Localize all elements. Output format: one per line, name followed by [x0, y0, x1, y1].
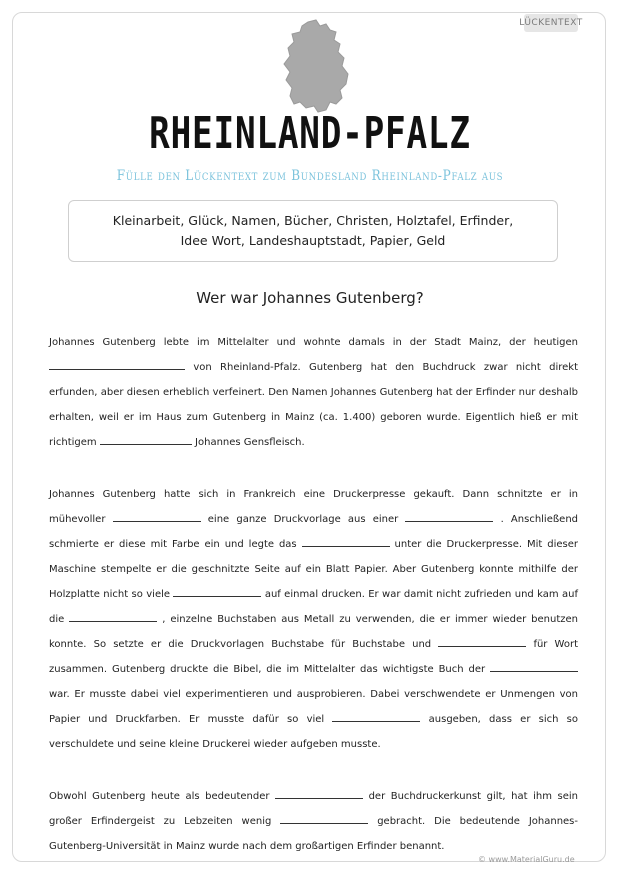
blank-field[interactable] — [275, 788, 363, 799]
word-bank-box — [68, 200, 558, 262]
paragraph-text: von Rheinland-Pfalz. Gutenberg hat den Buchdruck zwar nicht direkt erfunden, aber diesen erheblich verfeinert. Den Namen Johannes Gutenberg hat der Erfinder nur deshalb erhalten, weil er im Haus zum Gutenberg in Mainz (ca. 1.400) geboren wurde. Eigentlich hieß er mit richtigem — [49, 362, 578, 448]
page-subtitle: Fülle den Lückentext zum Bundesland Rheinland-Pfalz aus — [116, 168, 504, 184]
paragraph-text: Johannes Gutenberg hatte sich in Frankreich eine Druckerpresse gekauft. Dann schnitzte er in mühevoller — [49, 489, 578, 525]
blank-field[interactable] — [113, 511, 201, 522]
blank-field[interactable] — [280, 813, 368, 824]
paragraph-text: Johannes Gensfleisch. — [195, 437, 305, 448]
worksheet-type-badge: LÜCKENTEXT — [524, 14, 578, 32]
word-bank-line: Idee Wort, Landeshauptstadt, Papier, Geld — [180, 233, 446, 248]
blank-field[interactable] — [302, 536, 390, 547]
blank-field[interactable] — [405, 511, 493, 522]
paragraph-text: Obwohl Gutenberg heute als bedeutender — [49, 791, 270, 802]
blank-field[interactable] — [49, 359, 185, 370]
section-heading: Wer war Johannes Gutenberg? — [196, 289, 424, 307]
blank-field[interactable] — [438, 636, 526, 647]
paragraph — [49, 784, 578, 859]
paragraph-text: eine ganze Druckvorlage aus einer — [207, 514, 399, 525]
page-title: RHEINLAND-PFALZ — [149, 108, 471, 159]
paragraph-text: ausgeben, dass er sich so verschuldete und seine kleine Druckerei wieder aufgeben musste. — [49, 714, 578, 750]
paragraph — [49, 330, 578, 455]
paragraph-text: war. Er musste dabei viel experimentieren und ausprobieren. Dabei verschwendete er Unmengen von Papier und Druckfarben. Er musste dafür so viel — [49, 689, 578, 725]
blank-field[interactable] — [69, 611, 157, 622]
paragraph-text: gebracht. Die bedeutende Johannes-Gutenberg-Universität in Mainz wurde nach dem großartigen Erfinder benannt. — [49, 816, 578, 852]
paragraph-text: der Buchdruckerkunst gilt, hat ihm sein großer Erfindergeist zu Lebzeiten wenig — [49, 791, 578, 827]
paragraph-text: , einzelne Buchstaben aus Metall zu verwenden, die er immer wieder benutzen konnte. So setzte er die Druckvorlagen Buchstabe für Buchstabe und — [49, 614, 578, 650]
paragraph-text: . Anschließend schmierte er diese mit Farbe ein und legte das — [49, 514, 579, 550]
blank-field[interactable] — [332, 711, 420, 722]
paragraph-text: auf einmal drucken. Er war damit nicht zufrieden und kam auf die — [49, 589, 578, 625]
text-body — [49, 330, 578, 886]
rheinland-pfalz-map-icon — [280, 18, 352, 116]
blank-field[interactable] — [490, 661, 578, 672]
paragraph-text: für Wort zusammen. Gutenberg druckte die Bibel, die im Mittelalter das wichtigste Buch der — [49, 639, 578, 675]
paragraph — [49, 482, 578, 757]
blank-field[interactable] — [100, 434, 192, 445]
blank-field[interactable] — [173, 586, 261, 597]
paragraph-text: Johannes Gutenberg lebte im Mittelalter und wohnte damals in der Stadt Mainz, der heutigen — [49, 337, 578, 348]
paragraph-text: unter die Druckerpresse. Mit dieser Maschine stempelte er die geschnitzte Seite auf ein Blatt Papier. Aber Gutenberg konnte mithilfe der Holzplatte nicht so viele — [49, 539, 578, 600]
copyright-footer: © www.MaterialGuru.de — [478, 855, 575, 864]
word-bank-line: Kleinarbeit, Glück, Namen, Bücher, Christen, Holztafel, Erfinder, — [112, 213, 514, 228]
